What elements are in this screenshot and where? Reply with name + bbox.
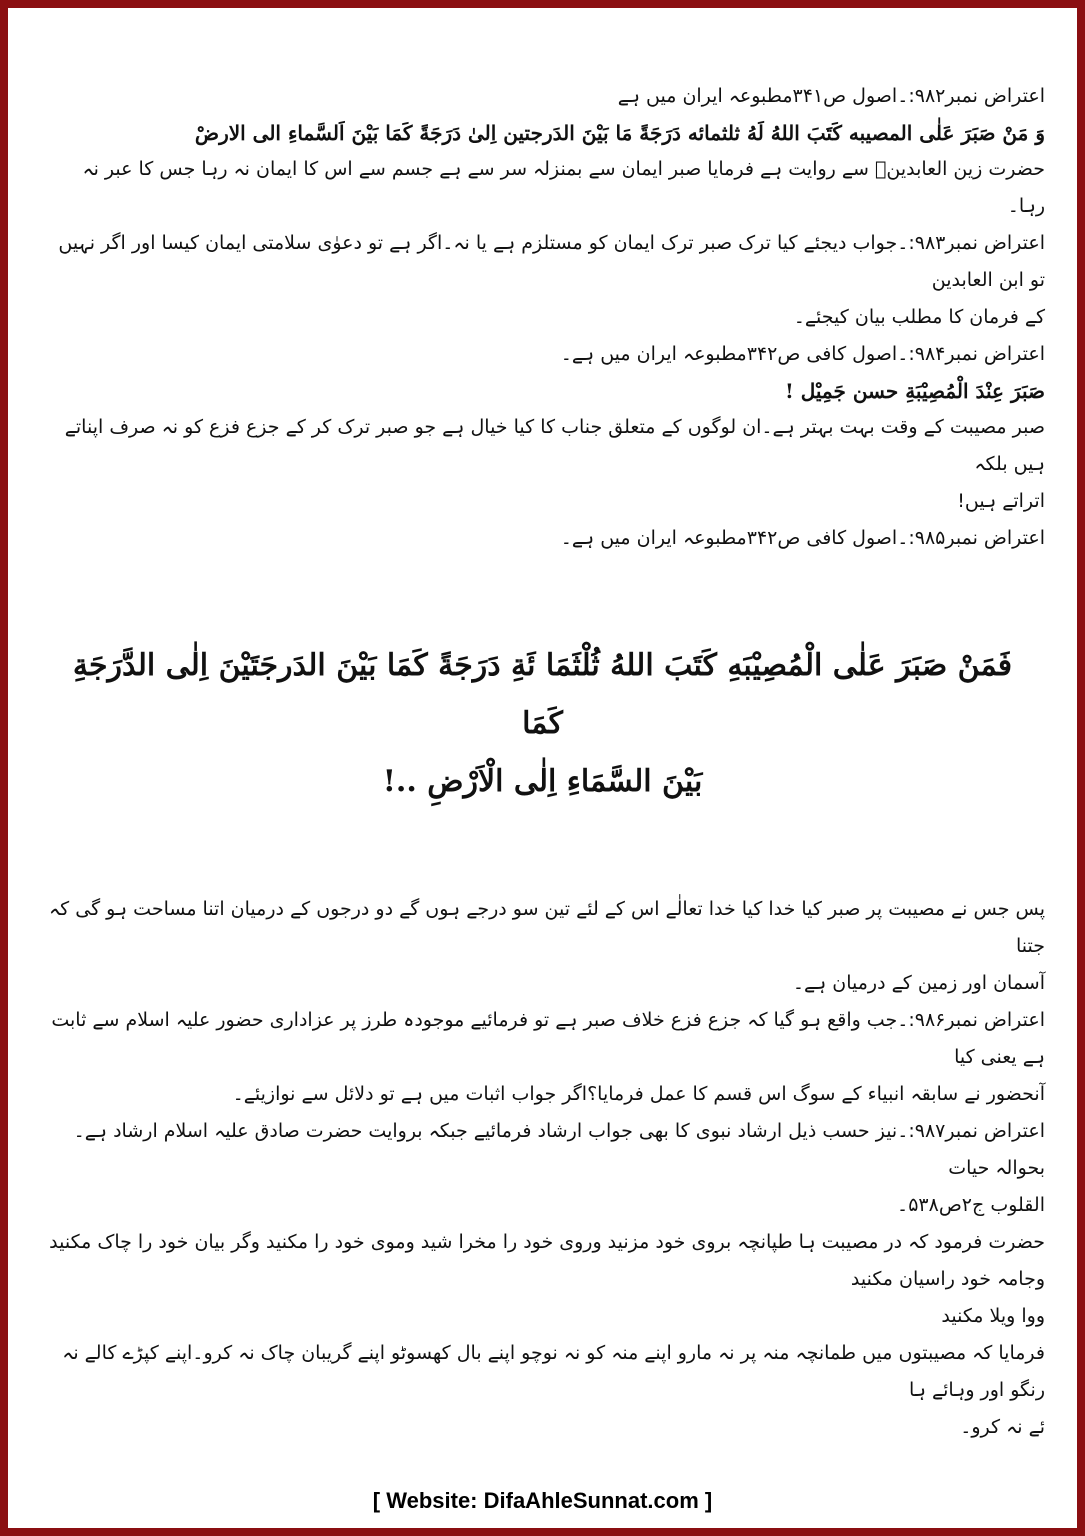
- website-footer: [ Website: DifaAhleSunnat.com ]: [372, 1488, 713, 1513]
- section-1: [40, 78, 1045, 557]
- document-body: [40, 78, 1045, 1446]
- translation-984-line-2: اتراتے ہیں!: [957, 490, 1045, 512]
- arabic-text-984: صَبَرَ عِنْدَ الْمُصِيْبَةِ حسن جَمِيْل !: [785, 379, 1045, 403]
- arabic-text-982: وَ مَنْ صَبَرَ عَلٰى المصيبه كَتَبَ اللهُ لَهُ ثلثمائه دَرَجَةً مَا بَيْنَ الدَرجتين اِلىٰ دَرَجَةً كَمَا بَيْنَ اَلسَّماءِ الى الارضْ: [194, 121, 1045, 145]
- objection-982-heading: اعتراض نمبر۹۸۲:۔اصول ص۳۴۱مطبوعہ ایران میں ہے: [617, 85, 1045, 107]
- section-2: [40, 891, 1045, 1446]
- arabic-quote-line-2: بَيْنَ السَّمَاءِ اِلٰى الْاَرْضِ ..!: [382, 764, 703, 799]
- objection-987-line-1: اعتراض نمبر۹۸۷:۔نیز حسب ذیل ارشاد نبوی کا بھی جواب ارشاد فرمائیے جبکہ بروایت حضرت صادق علیہ اسلام ارشاد ہے۔بحوالہ حیات: [73, 1120, 1045, 1179]
- objection-986-line-1: اعتراض نمبر۹۸۶:۔جب واقع ہو گیا کہ جزع فزع خلاف صبر ہے تو فرمائیے موجودہ طرز پر عزاداری حضور علیہ اسلام سے ثابت ہے یعنی کیا: [51, 1009, 1045, 1068]
- quote-translation-line-2: آسمان اور زمین کے درمیان ہے۔: [792, 972, 1045, 994]
- translation-984-line-1: صبر مصیبت کے وقت بہت بہتر ہے۔ان لوگوں کے متعلق جناب کا کیا خیال ہے جو صبر ترک کر کے جزع فزع کو نہ صرف اپناتے ہیں بلکہ: [64, 416, 1045, 475]
- objection-985-heading: اعتراض نمبر۹۸۵:۔اصول کافی ص۳۴۲مطبوعہ ایران میں ہے۔: [560, 527, 1045, 549]
- urdu-translation-line-2: ئے نہ کرو۔: [960, 1416, 1045, 1438]
- persian-text-line-2: ووا ویلا مکنید: [941, 1305, 1045, 1327]
- objection-983-line-1: اعتراض نمبر۹۸۳:۔جواب دیجئے کیا ترک صبر ترک ایمان کو مستلزم ہے یا نہ۔اگر ہے تو دعوٰی سلامتی ایمان کیسا اور اگر نہیں تو ابن العابدین: [58, 232, 1045, 291]
- objection-987-line-2: القلوب ج۲ص۵۳۸۔: [897, 1194, 1045, 1216]
- translation-982: حضرت زین العابدینؒ سے روایت ہے فرمایا صبر ایمان سے بمنزلہ سر سے ہے جسم سے اس کا ایمان نہ رہا جس کا عبر نہ رہا۔: [82, 158, 1045, 217]
- objection-986-line-2: آنحضور نے سابقہ انبیاء کے سوگ اس قسم کا عمل فرمایا؟اگر جواب اثبات میں ہے تو دلائل سے نوازیئے۔: [232, 1083, 1045, 1105]
- arabic-quote: [40, 637, 1045, 811]
- persian-text-line-1: حضرت فرمود کہ در مصیبت ہا طپانچہ بروی خود مزنید وروی خود را مخرا شید وموی خود را مکنید وگر بیان خود را چاک مکنید وجامہ خود راسیان مکنید: [49, 1231, 1045, 1290]
- objection-984-heading: اعتراض نمبر۹۸۴:۔اصول کافی ص۳۴۲مطبوعہ ایران میں ہے۔: [560, 343, 1045, 365]
- quote-translation-line-1: پس جس نے مصیبت پر صبر کیا خدا کیا خدا تعالٰے اس کے لئے تین سو درجے ہوں گے دو درجوں کے درمیان اتنا مساحت ہو گی کہ جتنا: [49, 898, 1045, 957]
- urdu-translation-line-1: فرمایا کہ مصیبتوں میں طمانچہ منہ پر نہ مارو اپنے منہ کو نہ نوچو اپنے بال کھسوٹو اپنے گریبان چاک نہ کرو۔اپنے کپڑے کالے نہ رنگو اور وہائے ہا: [62, 1342, 1045, 1401]
- objection-983-line-2: کے فرمان کا مطلب بیان کیجئے۔: [793, 306, 1045, 328]
- arabic-quote-line-1: فَمَنْ صَبَرَ عَلٰى الْمُصِيْبَهِ كَتَبَ اللهُ ثُلْثَمَا ئَةِ دَرَجَةً كَمَا بَيْنَ الدَرجَتَيْنَ اِلٰى الدَّرَجَةِ كَمَا: [72, 648, 1013, 741]
